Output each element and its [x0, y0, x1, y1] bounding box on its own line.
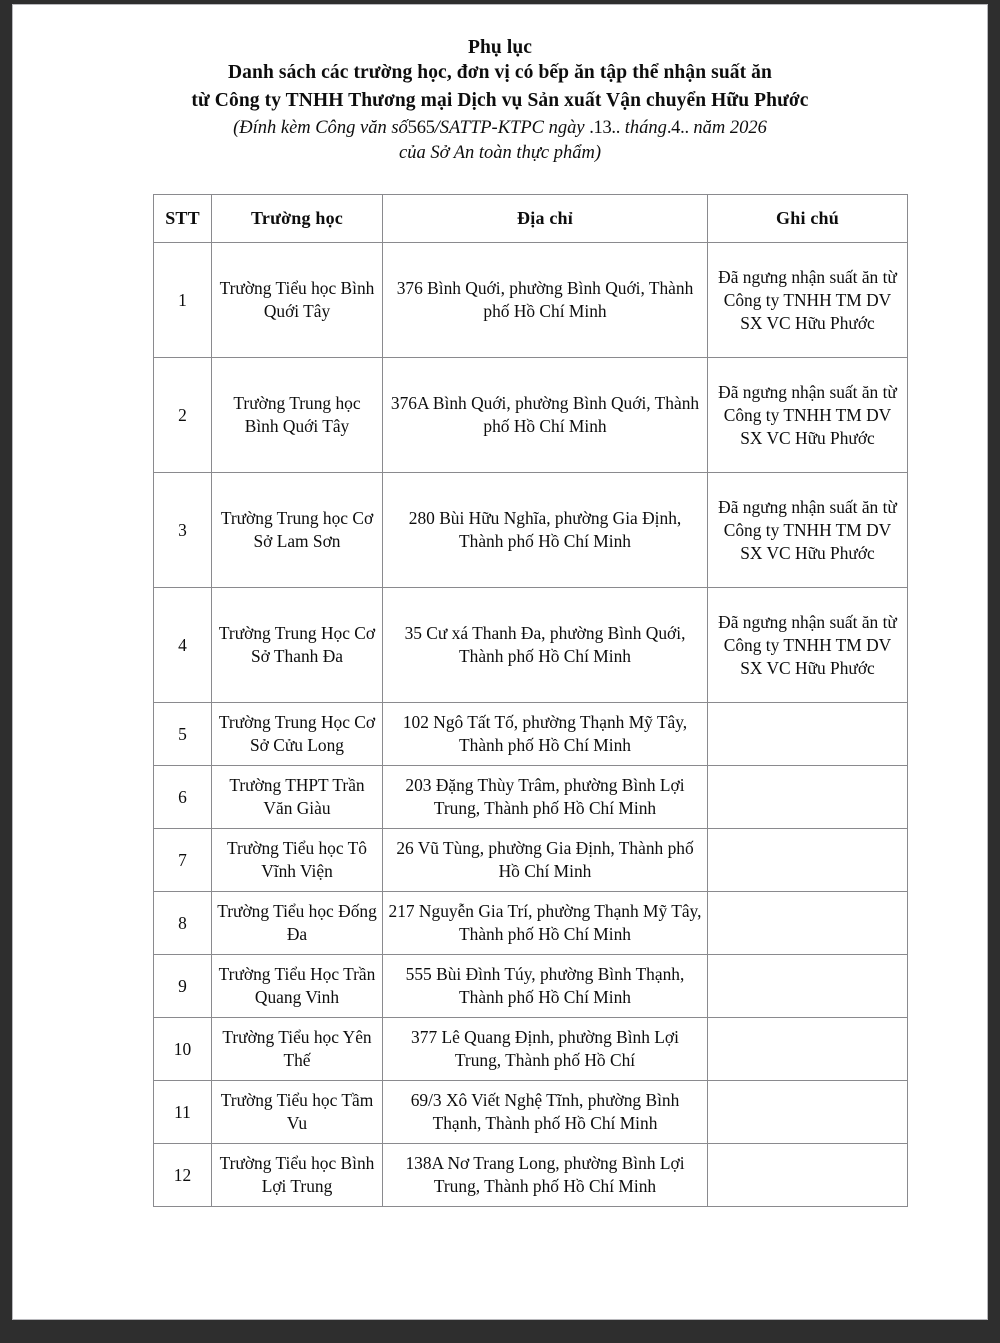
document-heading-label: Phụ lục	[467, 37, 533, 58]
cell-stt: 4	[154, 588, 212, 703]
cell-note: Đã ngưng nhận suất ăn từ Công ty TNHH TM DV SX VC Hữu Phước	[708, 588, 908, 703]
schools-table-container	[13, 194, 987, 1207]
table-row	[154, 473, 908, 588]
reference-month: .4..	[666, 118, 689, 138]
column-header-school: Trường học	[212, 195, 383, 243]
reference-year: năm 2026	[693, 118, 767, 138]
cell-address: 69/3 Xô Viết Nghệ Tĩnh, phường Bình Thạnh, Thành phố Hồ Chí Minh	[383, 1081, 708, 1144]
cell-note	[708, 955, 908, 1018]
table-row	[154, 1018, 908, 1081]
table-row	[154, 892, 908, 955]
cell-address: 377 Lê Quang Định, phường Bình Lợi Trung, Thành phố Hồ Chí	[383, 1018, 708, 1081]
cell-stt: 12	[154, 1144, 212, 1207]
table-row	[154, 588, 908, 703]
cell-stt: 2	[154, 358, 212, 473]
cell-school: Trường Trung học Cơ Sở Lam Sơn	[212, 473, 383, 588]
reference-month-label: tháng	[624, 118, 667, 138]
cell-school: Trường Trung Học Cơ Sở Thanh Đa	[212, 588, 383, 703]
cell-note	[708, 1018, 908, 1081]
column-header-address: Địa chỉ	[383, 195, 708, 243]
cell-note	[708, 892, 908, 955]
reference-number: 565	[407, 118, 435, 138]
cell-address: 217 Nguyễn Gia Trí, phường Thạnh Mỹ Tây, Thành phố Hồ Chí Minh	[383, 892, 708, 955]
table-header	[154, 195, 908, 243]
cell-school: Trường Trung học Bình Quới Tây	[212, 358, 383, 473]
cell-stt: 5	[154, 703, 212, 766]
cell-note	[708, 829, 908, 892]
cell-note: Đã ngưng nhận suất ăn từ Công ty TNHH TM DV SX VC Hữu Phước	[708, 473, 908, 588]
table-row	[154, 766, 908, 829]
cell-note	[708, 766, 908, 829]
cell-note	[708, 1144, 908, 1207]
cell-address: 26 Vũ Tùng, phường Gia Định, Thành phố Hồ Chí Minh	[383, 829, 708, 892]
cell-note	[708, 703, 908, 766]
cell-stt: 10	[154, 1018, 212, 1081]
column-header-stt: STT	[154, 195, 212, 243]
cell-school: Trường Tiểu Học Trần Quang Vinh	[212, 955, 383, 1018]
cell-address: 35 Cư xá Thanh Đa, phường Bình Quới, Thành phố Hồ Chí Minh	[383, 588, 708, 703]
table-row	[154, 1081, 908, 1144]
cell-school: Trường Tiểu học Tầm Vu	[212, 1081, 383, 1144]
table-row	[154, 703, 908, 766]
cell-school: Trường Tiểu học Bình Quới Tây	[212, 243, 383, 358]
cell-stt: 3	[154, 473, 212, 588]
cell-school: Trường THPT Trần Văn Giàu	[212, 766, 383, 829]
cell-note: Đã ngưng nhận suất ăn từ Công ty TNHH TM DV SX VC Hữu Phước	[708, 358, 908, 473]
reference-prefix: (Đính kèm Công văn số	[233, 118, 408, 138]
cell-address: 138A Nơ Trang Long, phường Bình Lợi Trung, Thành phố Hồ Chí Minh	[383, 1144, 708, 1207]
cell-school: Trường Tiểu học Yên Thế	[212, 1018, 383, 1081]
cell-stt: 7	[154, 829, 212, 892]
cell-stt: 11	[154, 1081, 212, 1144]
cell-note	[708, 1081, 908, 1144]
cell-address: 102 Ngô Tất Tố, phường Thạnh Mỹ Tây, Thành phố Hồ Chí Minh	[383, 703, 708, 766]
document-title-line-1: Danh sách các trường học, đơn vị có bếp ăn tập thể nhận suất ăn	[228, 62, 772, 83]
document-title-line-2: từ Công ty TNHH Thương mại Dịch vụ Sản xuất Vận chuyển Hữu Phước	[191, 90, 809, 111]
cell-address: 376A Bình Quới, phường Bình Quới, Thành phố Hồ Chí Minh	[383, 358, 708, 473]
cell-stt: 9	[154, 955, 212, 1018]
table-row	[154, 955, 908, 1018]
reference-day: .13..	[589, 118, 621, 138]
cell-note: Đã ngưng nhận suất ăn từ Công ty TNHH TM DV SX VC Hữu Phước	[708, 243, 908, 358]
cell-school: Trường Tiểu học Bình Lợi Trung	[212, 1144, 383, 1207]
document-page	[12, 4, 988, 1320]
cell-address: 555 Bùi Đình Túy, phường Bình Thạnh, Thành phố Hồ Chí Minh	[383, 955, 708, 1018]
document-header	[13, 5, 987, 166]
cell-school: Trường Tiểu học Đống Đa	[212, 892, 383, 955]
table-row	[154, 1144, 908, 1207]
table-header-row	[154, 195, 908, 243]
table-row	[154, 243, 908, 358]
schools-table	[153, 194, 908, 1207]
cell-address: 203 Đặng Thùy Trâm, phường Bình Lợi Trung, Thành phố Hồ Chí Minh	[383, 766, 708, 829]
table-body	[154, 243, 908, 1207]
table-row	[154, 829, 908, 892]
cell-address: 376 Bình Quới, phường Bình Quới, Thành phố Hồ Chí Minh	[383, 243, 708, 358]
cell-stt: 8	[154, 892, 212, 955]
cell-stt: 1	[154, 243, 212, 358]
cell-school: Trường Tiểu học Tô Vĩnh Viện	[212, 829, 383, 892]
document-issuer: của Sở An toàn thực phẩm)	[398, 143, 602, 163]
cell-stt: 6	[154, 766, 212, 829]
document-reference-line	[13, 116, 987, 141]
column-header-note: Ghi chú	[708, 195, 908, 243]
cell-address: 280 Bùi Hữu Nghĩa, phường Gia Định, Thành phố Hồ Chí Minh	[383, 473, 708, 588]
cell-school: Trường Trung Học Cơ Sở Cửu Long	[212, 703, 383, 766]
reference-code: /SATTP-KTPC ngày	[434, 118, 585, 138]
table-row	[154, 358, 908, 473]
